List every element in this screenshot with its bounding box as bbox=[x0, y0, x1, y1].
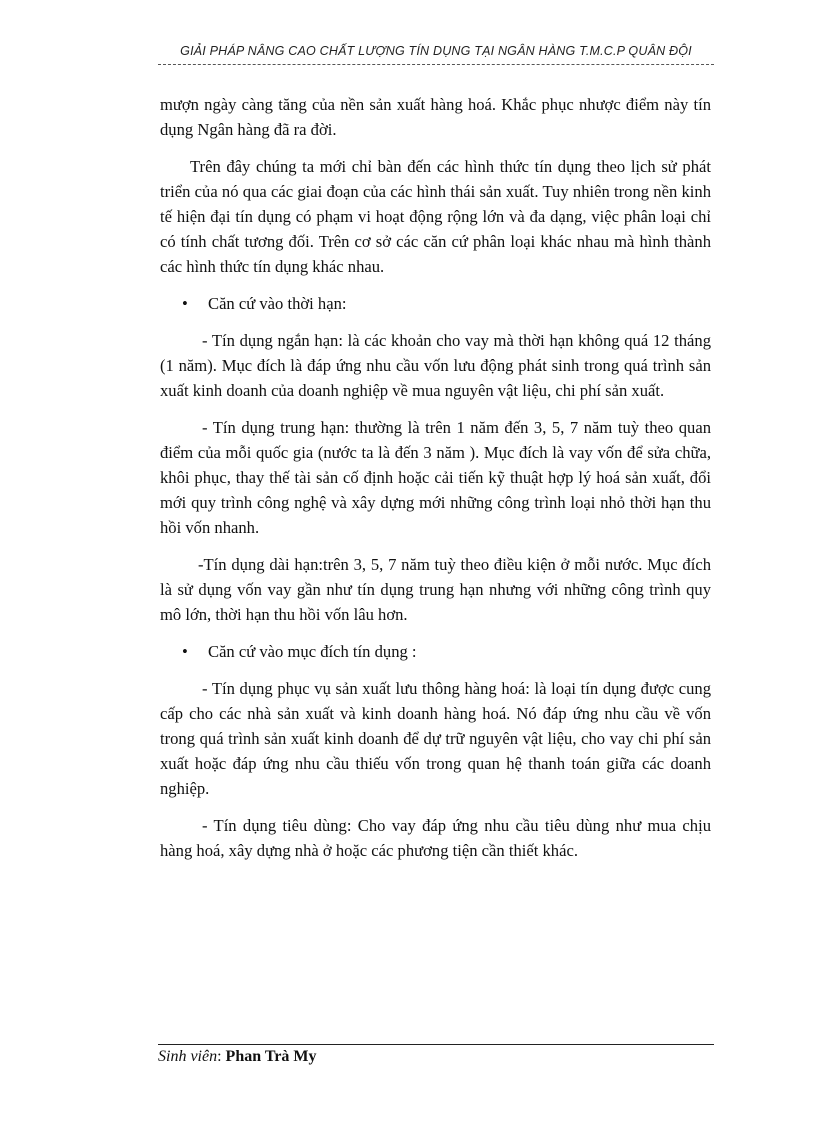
paragraph-medium-term-credit: - Tín dụng trung hạn: thường là trên 1 năm đến 3, 5, 7 năm tuỳ theo quan điểm của mỗi quốc gia (nước ta là đến 3 năm ). Mục đích là vay vốn để sửa chữa, khôi phục, thay thế tài sản cố định hoặc cải tiến kỹ thuật hợp lý hoá sản xuất, đổi mới quy trình công nghệ và xây dựng mới những công trình loại nhỏ thời hạn thu hồi vốn nhanh. bbox=[160, 418, 711, 537]
footer-student bbox=[158, 1048, 714, 1066]
footer-rule bbox=[158, 1044, 714, 1045]
page-header bbox=[158, 44, 714, 65]
bullet-term-basis bbox=[160, 291, 711, 316]
bullet-icon: • bbox=[182, 294, 188, 313]
bullet-icon: • bbox=[182, 642, 188, 661]
bullet-purpose-basis-text: Căn cứ vào mục đích tín dụng : bbox=[208, 642, 417, 661]
paragraph-production-credit: - Tín dụng phục vụ sản xuất lưu thông hàng hoá: là loại tín dụng được cung cấp cho các nhà sản xuất và kinh doanh hàng hoá. Nó đáp ứng nhu cầu về vốn trong quá trình sản xuất kinh doanh để dự trữ nguyên vật liệu, cho vay chi phí sản xuất hoặc đáp ứng nhu cầu thiếu vốn trong quan hệ thanh toán giữa các doanh nghiệp. bbox=[160, 679, 711, 798]
footer-separator: : bbox=[217, 1048, 226, 1065]
page-footer bbox=[158, 1044, 714, 1066]
footer-label: Sinh viên bbox=[158, 1048, 218, 1065]
footer-student-name: Phan Trà My bbox=[225, 1048, 317, 1065]
paragraph-1: mượn ngày càng tăng của nền sản xuất hàng hoá. Khắc phục nhược điểm này tín dụng Ngân hàng đã ra đời. bbox=[160, 95, 711, 139]
header-dashed-rule bbox=[158, 64, 714, 65]
bullet-term-basis-text: Căn cứ vào thời hạn: bbox=[208, 294, 347, 313]
paragraph-short-term-credit: - Tín dụng ngắn hạn: là các khoản cho vay mà thời hạn không quá 12 tháng (1 năm). Mục đích là đáp ứng nhu cầu vốn lưu động phát sinh trong quá trình sản xuất kinh doanh của doanh nghiệp về mua nguyên vật liệu, chi phí sản xuất. bbox=[160, 331, 711, 400]
paragraph-consumer-credit: - Tín dụng tiêu dùng: Cho vay đáp ứng nhu cầu tiêu dùng như mua chịu hàng hoá, xây dựng nhà ở hoặc các phương tiện cần thiết khác. bbox=[160, 816, 711, 860]
paragraph-2: Trên đây chúng ta mới chỉ bàn đến các hình thức tín dụng theo lịch sử phát triển của nó qua các giai đoạn của các hình thái sản xuất. Tuy nhiên trong nền kinh tế hiện đại tín dụng có phạm vi hoạt động rộng lớn và đa dạng, việc phân loại chỉ có tính chất tương đối. Trên cơ sở các căn cứ phân loại khác nhau mà hình thành các hình thức tín dụng khác nhau. bbox=[160, 157, 711, 276]
document-body bbox=[160, 92, 711, 863]
paragraph-long-term-credit: -Tín dụng dài hạn:trên 3, 5, 7 năm tuỳ theo điều kiện ở mỗi nước. Mục đích là sử dụng vốn vay gần như tín dụng trung hạn nhưng với những công trình quy mô lớn, thời hạn thu hồi vốn lâu hơn. bbox=[160, 555, 711, 624]
header-title: GIẢI PHÁP NÂNG CAO CHẤT LƯỢNG TÍN DỤNG TẠI NGÂN HÀNG T.M.C.P QUÂN ĐỘI bbox=[180, 44, 692, 58]
bullet-purpose-basis bbox=[160, 639, 711, 664]
